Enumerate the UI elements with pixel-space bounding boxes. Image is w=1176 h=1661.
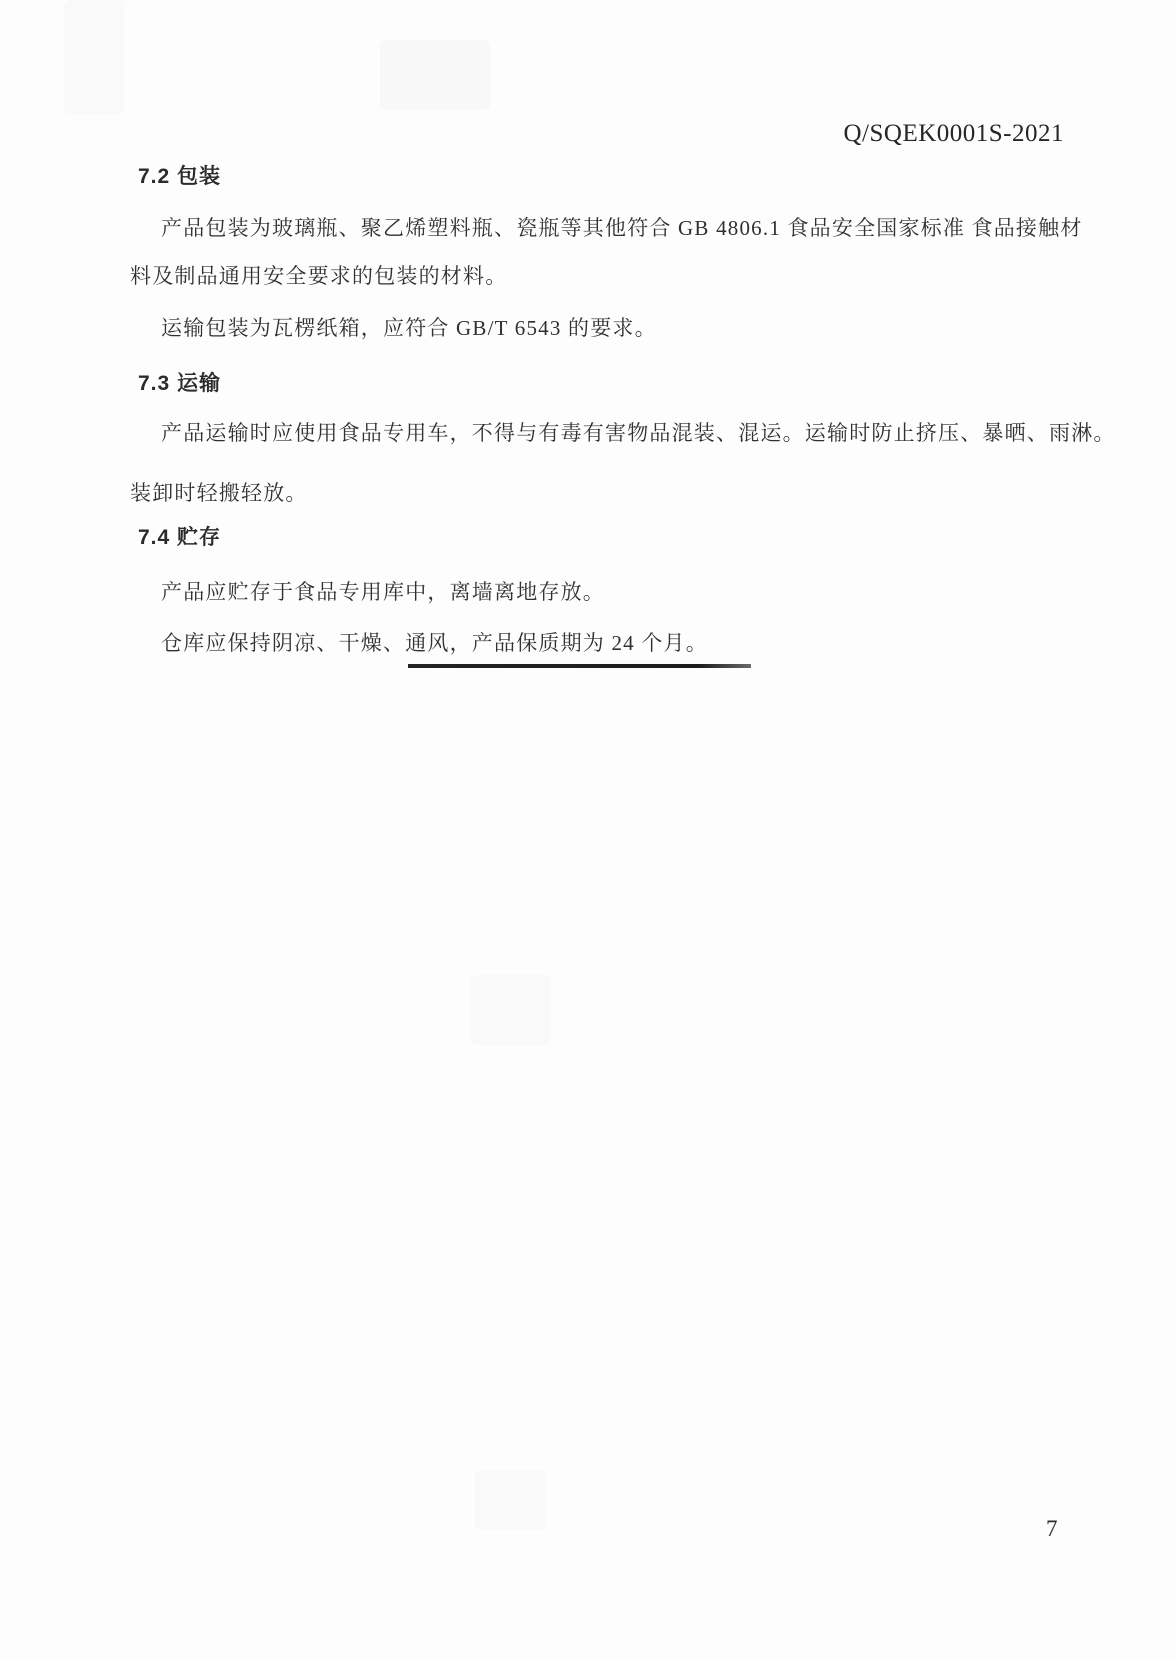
paragraph-line: 产品包装为玻璃瓶、聚乙烯塑料瓶、瓷瓶等其他符合 GB 4806.1 食品安全国家标准 食品接触材 <box>161 216 1083 240</box>
paragraph-line: 产品应贮存于食品专用库中，离墙离地存放。 <box>161 580 605 604</box>
section-heading-storage: 7.4 贮存 <box>138 526 222 549</box>
scan-artifact <box>380 40 490 110</box>
paragraph-line: 运输包装为瓦楞纸箱，应符合 GB/T 6543 的要求。 <box>161 316 657 340</box>
document-end-rule <box>408 664 751 668</box>
paragraph-line: 装卸时轻搬轻放。 <box>130 481 308 505</box>
scan-artifact <box>475 1470 545 1530</box>
page-number: 7 <box>1046 1516 1058 1541</box>
paragraph-line: 料及制品通用安全要求的包装的材料。 <box>130 264 508 288</box>
paragraph-line: 产品运输时应使用食品专用车，不得与有毒有害物品混装、混运。运输时防止挤压、暴晒、雨淋。 <box>161 421 1116 445</box>
scan-artifact <box>470 975 550 1045</box>
scan-artifact <box>64 0 124 115</box>
paragraph-line: 仓库应保持阴凉、干燥、通风，产品保质期为 24 个月。 <box>161 631 708 655</box>
section-heading-packaging: 7.2 包装 <box>138 165 222 188</box>
section-heading-transport: 7.3 运输 <box>138 372 222 395</box>
document-code-header: Q/SQEK0001S-2021 <box>843 120 1064 147</box>
